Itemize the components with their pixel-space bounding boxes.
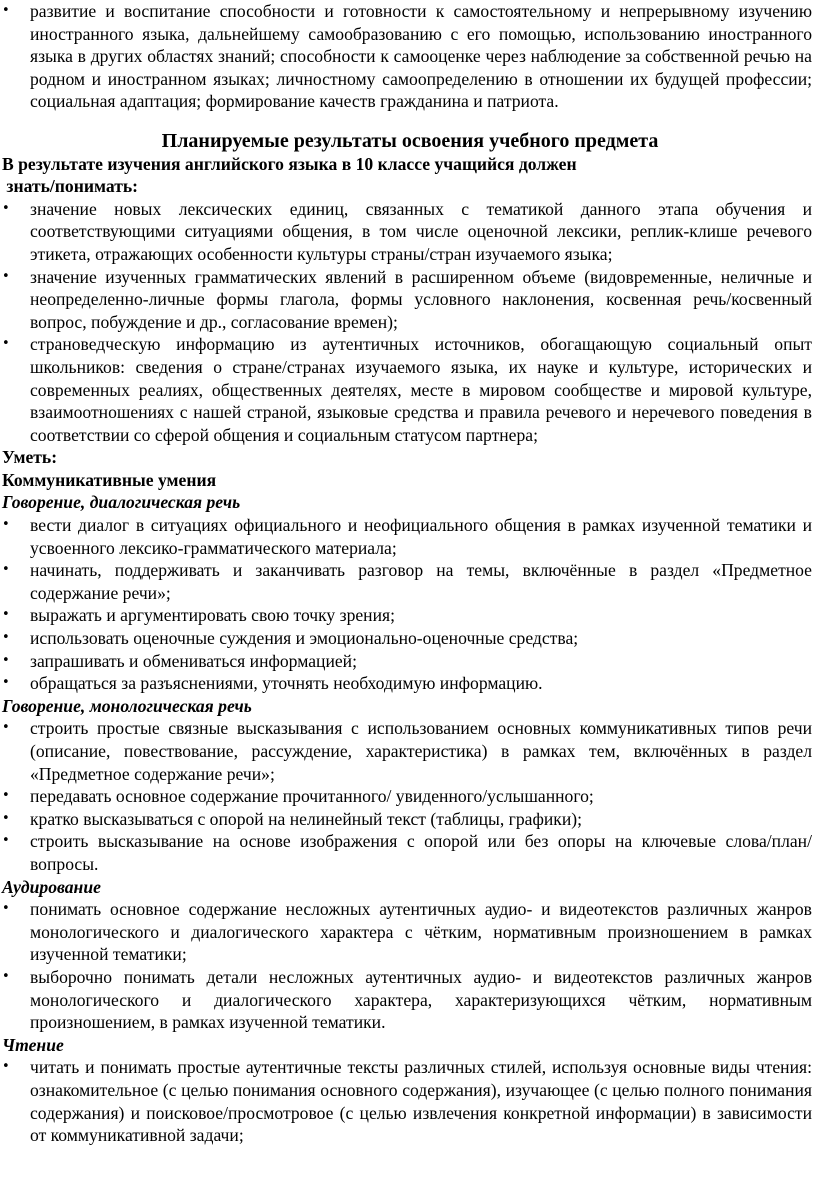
can-heading: Уметь: xyxy=(2,447,58,468)
reading-heading: Чтение xyxy=(2,1034,64,1055)
monolog-list xyxy=(0,717,816,875)
communicative-skills-heading: Коммуникативные умения xyxy=(2,469,217,490)
monolog-speech-heading: Говорение, монологическая речь xyxy=(2,695,252,716)
know-list xyxy=(0,198,816,447)
list-item: • выражать и аргументировать свою точку зрения; xyxy=(0,604,816,627)
list-item: • значение новых лексических единиц, связанных с тематикой данного этапа обучения и соответствующими ситуациями общения, в том числе оценочной лексики, реплик-клише речевого этикета, отражающих особенности культуры страны/стран изучаемого языка; xyxy=(0,198,816,266)
dialog-list xyxy=(0,514,816,695)
listening-list xyxy=(0,898,816,1034)
section-title: Планируемые результаты освоения учебного предмета xyxy=(161,129,659,152)
list-item: • запрашивать и обмениваться информацией; xyxy=(0,650,816,673)
list-item: • страноведческую информацию из аутентичных источников, обогащающую социальный опыт школьников: сведения о стране/странах изучаемого языка, их науке и культуре, исторических и современных реалиях, общественных деятелях, месте в мировом сообществе и мировой культуре, взаимоотношениях с нашей страной, языковые средства и правила речевого и неречевого поведения в соответствии со сферой общения и социальным статусом партнера; xyxy=(0,333,816,446)
list-item: • строить простые связные высказывания с использованием основных коммуникативных типов речи (описание, повествование, рассуждение, характеристика) в рамках тем, включённых в раздел «Предметное содержание речи»; xyxy=(0,717,816,785)
list-item: • начинать, поддерживать и заканчивать разговор на темы, включённые в раздел «Предметное содержание речи»; xyxy=(0,559,816,604)
list-item: • кратко высказываться с опорой на нелинейный текст (таблицы, графики); xyxy=(0,808,816,831)
list-item: • понимать основное содержание несложных аутентичных аудио- и видеотекстов различных жанров монологического и диалогического характера с чётким, нормативным произношением в рамках изученной тематики; xyxy=(0,898,816,966)
list-item: • передавать основное содержание прочитанного/ увиденного/услышанного; xyxy=(0,785,816,808)
dialog-speech-heading: Говорение, диалогическая речь xyxy=(2,492,241,513)
lead-sentence: В результате изучения английского языка в 10 классе учащийся должен xyxy=(2,153,577,174)
listening-heading: Аудирование xyxy=(2,876,101,897)
list-item: • строить высказывание на основе изображения с опорой или без опоры на ключевые слова/план/вопросы. xyxy=(0,830,816,875)
list-item: • читать и понимать простые аутентичные тексты различных стилей, используя основные виды чтения: ознакомительное (с целью понимания основного содержания), изучающее (с целью полного понимания содержания) и поисковое/просмотровое (с целью извлечения конкретной информации) в зависимости от коммуникативной задачи; xyxy=(0,1056,816,1146)
list-item: • обращаться за разъяснениями, уточнять необходимую информацию. xyxy=(0,672,816,695)
intro-bullet-item: • развитие и воспитание способности и готовности к самостоятельному и непрерывному изучению иностранного языка, дальнейшему самообразованию с его помощью, использованию иностранного языка в других областях знаний; способности к самооценке через наблюдение за собственной речью на родном и иностранном языках; личностному самоопределению в отношении их будущей профессии; социальная адаптация; формирование качеств гражданина и патриота. xyxy=(0,0,816,113)
list-item: • использовать оценочные суждения и эмоционально-оценочные средства; xyxy=(0,627,816,650)
list-item: • вести диалог в ситуациях официального и неофициального общения в рамках изученной тематики и усвоенного лексико-грамматического материала; xyxy=(0,514,816,559)
list-item: • значение изученных грамматических явлений в расширенном объеме (видовременные, неличные и неопределенно-личные формы глагола, формы условного наклонения, косвенная речь/косвенный вопрос, побуждение и др., согласование времен); xyxy=(0,266,816,334)
list-item: • выборочно понимать детали несложных аутентичных аудио- и видеотекстов различных жанров монологического и диалогического характера, характеризующихся чётким, нормативным произношением, в рамках изученной тематики. xyxy=(0,966,816,1034)
reading-list xyxy=(0,1056,816,1146)
know-heading: знать/понимать: xyxy=(2,176,138,197)
